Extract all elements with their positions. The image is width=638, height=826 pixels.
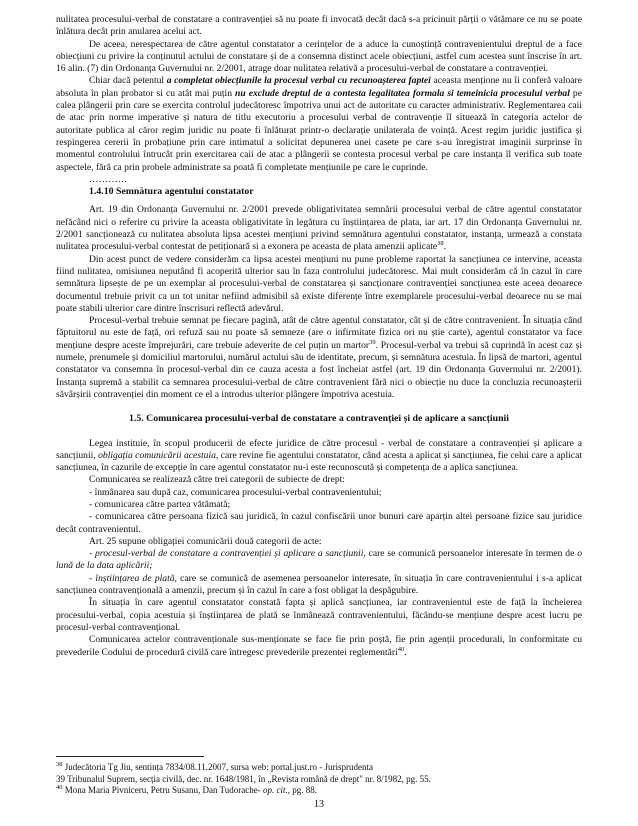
paragraph: Din acest punct de vedere considerăm ca lipsa acestei mențiuni nu pune probleme raportat la sancțiunea ce intervine, aceasta fiind nulitatea, omisiunea neputând fi acoperită ulterior sau în faza controlului judecătoresc. Mai mult considerăm că în cazul în care semnătura lipsește de pe un exemplar al procesului-verbal de constatarea și sancționare contravenției sancțiunea este aceea deoarece documentul trebuie privit ca un tot unitar nefiind admisibil să existe diferențe între exemplarele procesului-verbal deoarece nu se mai poate stabili ulterior care dintre înscrisuri reflectă adevărul. xyxy=(56,253,582,314)
spacer xyxy=(56,401,582,413)
footnote xyxy=(56,785,582,797)
text-run: aceasta mențione nu îi conferă valoare absoluta în plan probator si cu atât mai puțin xyxy=(56,75,583,99)
footnote-text: Mona Maria Pivniceru, Petru Susanu, Dan Tudorache- xyxy=(62,785,263,795)
spacer xyxy=(56,426,582,438)
footnote-number: 38 xyxy=(56,761,63,768)
paragraph: Art. 25 supune obligației comunicării două categorii de acte: xyxy=(89,535,322,547)
text-run: care se comunică persoanelor interesate în termen de xyxy=(365,548,578,560)
section-heading: 1.4.10 Semnătura agentului constatator xyxy=(89,186,254,198)
text-run: Art. 19 din Ordonanța Guvernului nr. 2/2001 prevede obligativitatea semnării procesului verbal de către agentul constatator nefăcând nici o referire cu privire la aceasta obligativitate în legătura cu înștiințarea de plata, iar art. 17 din Ordonanța Guvernului nr. 2/2001 sancționează cu nulitatea absoluta lipsa acestei mențiuni privind semnătura agentului constatator, instanța, urmează a constata nulitatea procesului-verbal contestat de petiționară si a exonera pe aceasta de plata amenzii aplicate xyxy=(56,204,582,253)
emphasis-text: a completat obiecțiunile la procesul verbal cu recunoașterea faptei xyxy=(166,75,431,87)
body-text xyxy=(56,14,582,659)
paragraph xyxy=(56,634,582,659)
footnote-ref: 38 xyxy=(437,240,444,248)
emphasis-text: - procesul-verbal de constatare a contravenției și aplicare a sancțiunii, xyxy=(89,548,366,560)
footnote: 39 Tribunalul Suprem, secția civilă, dec. nr. 1648/1981, în „Revista română de drept" nr. 8/1982, pg. 55. xyxy=(56,773,431,784)
emphasis-text: obligația comunicării acestuia xyxy=(98,449,216,461)
list-item xyxy=(56,548,582,573)
list-item xyxy=(56,573,582,598)
list-item: - comunicarea către partea vătămată; xyxy=(89,498,231,510)
text-run: care se comunică de asemenea persoanelor interesate, în situația în care contravenientului i s-a aplicat sancțiunea contravențională a amenzii, precum și în cazul în care a fost obligat la despăgubire. xyxy=(56,572,582,597)
paragraph xyxy=(56,315,582,401)
paragraph: nulitatea procesului-verbal de constatare a contravenției să nu poate fi invocată decât dacă s-a pricinuit părții o vătămare ce nu se poate înlătura decât prin anularea acelui act. xyxy=(56,14,582,38)
section-heading: 1.5. Comunicarea procesului-verbal de constatare a contravenției și de aplicare a sancțiunii xyxy=(129,413,509,425)
list-item: - comunicarea către persoana fizică sau juridică, în cazul confiscării unor bunuri care aparțin altei persoane fizice sau juridice decât contravenientul. xyxy=(56,511,582,535)
footnote-text: op. cit. xyxy=(262,785,288,795)
footnote-divider xyxy=(56,756,204,757)
footnote-number: 40 xyxy=(56,784,63,791)
paragraph: Comunicarea se realizează către trei categorii de subiecte de drept: xyxy=(89,474,345,486)
footnote-ref: 39 xyxy=(369,338,376,346)
emphasis-text: - înștiințarea de plată, xyxy=(89,572,177,584)
text-run: Chiar dacă petentul xyxy=(89,75,167,87)
emphasis-text: nu exclude dreptul de a contesta legalitatea formala si temeinicia procesului verbal xyxy=(235,87,570,99)
emphasis-text: o lună de la data aplicării; xyxy=(56,548,582,572)
ellipsis: ………… xyxy=(89,173,128,185)
text-run: , care revine fie agentului constatator, când acesta a aplicat și sancțiunea, fie celui care a aplicat sancțiunea, în cazurile de excepție în care agentul constatator nu-i este recunoscută și competența de a aplica sancțiunea. xyxy=(56,449,582,474)
paragraph xyxy=(56,438,582,475)
footnote xyxy=(56,762,582,774)
paragraph: De aceea, nerespectarea de către agentul constatator a cerințelor de a aduce la cunoștință contravenientului dreptul de a face obiecțiuni cu privire la conținutul actului de constatare și de a consemna distinct acele obiecțiuni, astfel cum acestea sunt înscrise în art. 16 alin. (7) din Ordonanța Guvernului nr. 2/2001, atrage doar nulitatea relativă a procesului-verbal de constatare a contravenției. xyxy=(56,38,582,75)
text-run: . xyxy=(443,241,447,253)
text-run: Legea instituie, în scopul producerii de efecte juridice de către procesul - verbal de constatare a contravenției și aplicare a sancțiunii, xyxy=(56,437,582,461)
text-run: pe calea plângerii prin care se exercita controlul judecătoresc împotriva unui act de autoritate cu caracter administrativ. Reglementarea caii de atac prin norme imperative și natura de titlu executoriu a procesului verbal de contravenție îl situează în categoria actelor de autoritate publica al căror regim juridic nu poate fi înlăturat printr-o declarație unilaterala de voință. Acest regim juridic justifica și respingerea cererii în probațiune prin care intimatul a solicitat depunerea unei casete pe care s-au înregistrat imaginii surprinse în momentul controlului întrucât prin exercitarea caii de atac a plângerii se contesta procesul verbal pe care instanța îl verifica sub toate aspectele, fără ca prin probele administrate sa poată fi completate mențiunile pe care le cuprinde. xyxy=(56,87,582,173)
footnote-ref: 40 xyxy=(397,645,405,653)
paragraph xyxy=(56,75,582,173)
paragraph: În situația în care agentul constatator constată fapta și aplică sancțiunea, iar contravenientul este de față la încheierea procesului-verbal, copia acestuia și înștiințarea de plată se înmânează contravenientului, făcându-se mențiune despre acest lucru pe procesul-verbal contravențional. xyxy=(56,597,582,633)
text-run: Procesul-verbal trebuie semnat pe fiecare pagină, atât de către agentul constatator, cât și de către contravenient. În situația când făptuitorul nu este de față, ori refuză sau nu poate să semneze (are o infirmitate fizica ori nu știe carte), agentul constatator va face mențiune despre aceste împrejurări, care trebuie adeverite de cel puțin un martor xyxy=(56,315,582,351)
footnotes xyxy=(56,762,582,797)
text-run: . Procesul-verbal va trebui să cuprindă în acest caz și numele, prenumele și domiciliul martorului, numărul actului său de identitate, precum, și semnătura acestuia. În lipsă de martori, agentul constatator va consemna în procesul-verbal din ce cauza acesta a fost încheiat astfel (art. 19 din Ordonanța Guvernului nr. 2/2001). Instanța supremă a stabilit ca semnarea procesului-verbal de către contravenient fără nici o obiecție nu duce la concluzia recunoașterii săvârșirii contravenției din moment ce el a introdus ulterior plângere împotriva acestuia. xyxy=(56,339,582,400)
footnote-text: , pg. 88. xyxy=(287,785,317,795)
footnote-text: Judecătoria Tg Jiu, sentința 7834/08.11.2007, sursa web: portal.just.ro - Jurisprudenta xyxy=(62,762,373,772)
text-run: . xyxy=(404,646,407,658)
page-number: 13 xyxy=(314,799,324,810)
paragraph xyxy=(56,204,582,253)
list-item: - înmânarea sau după caz, comunicarea procesului-verbal contravenientului; xyxy=(89,486,382,498)
text-run: Comunicarea actelor contravenționale sus-menționate se face fie prin poștă, fie prin agenții procedurali, în conformitate cu prevederile Codului de procedură civilă care întregesc prevederile prezentei reglementări xyxy=(56,634,582,658)
